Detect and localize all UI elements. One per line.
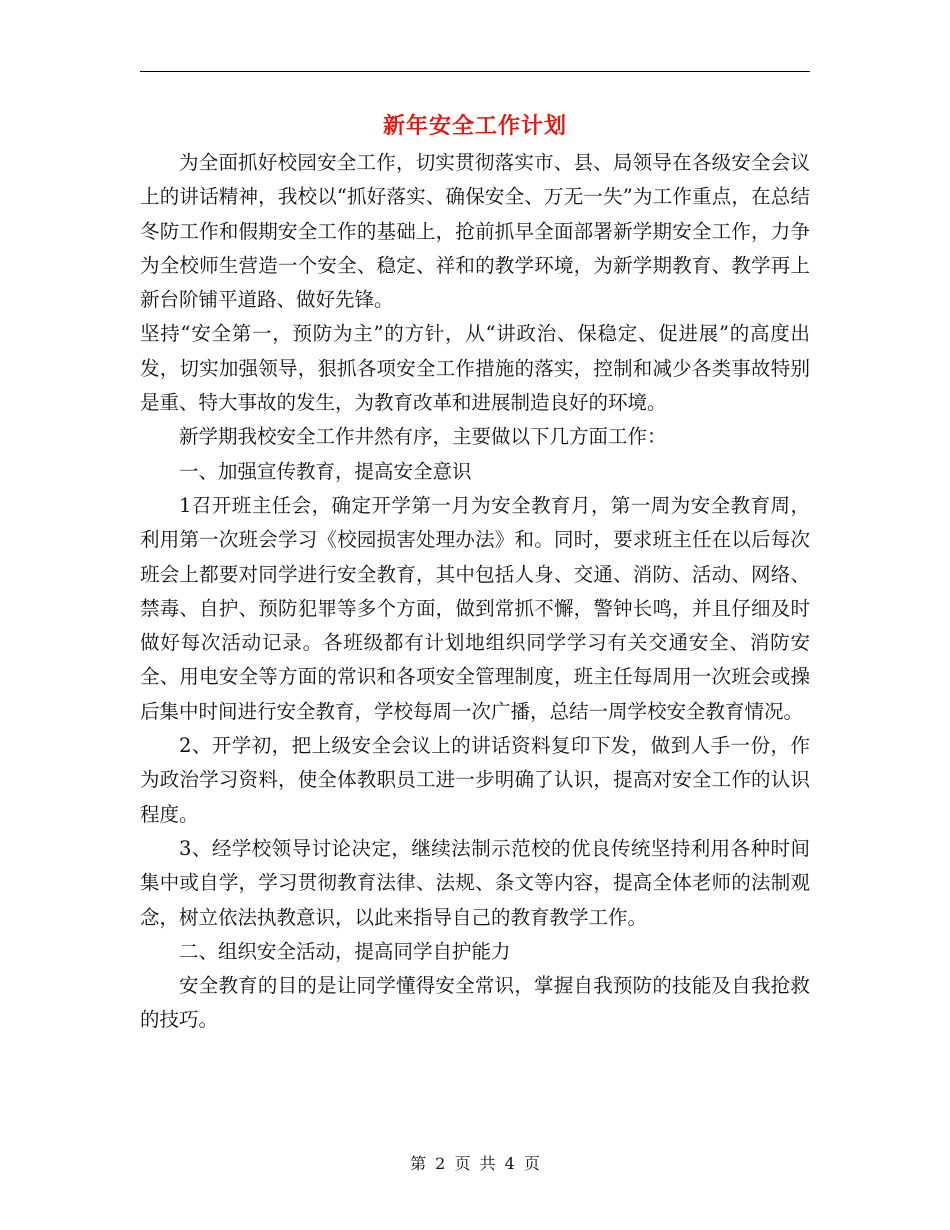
paragraph-item-1: 1召开班主任会，确定开学第一月为安全教育月，第一周为安全教育周，利用第一次班会学习《校园损害处理办法》和。同时，要求班主任在以后每次班会上都要对同学进行安全教育，其中包括人身、交通、消防、活动、网络、禁毒、自护、预防犯罪等多个方面，做到常抓不懈，警钟长鸣，并且仔细及时做好每次活动记录。各班级都有计划地组织同学学习有关交通安全、消防安全、用电安全等方面的常识和各项安全管理制度，班主任每周用一次班会或操后集中时间进行安全教育，学校每周一次广播，总结一周学校安全教育情况。 <box>140 493 810 723</box>
header-rule <box>140 71 810 72</box>
paragraph-safety-goal: 安全教育的目的是让同学懂得安全常识，掌握自我预防的技能及自我抢救的技巧。 <box>140 974 810 1032</box>
paragraph-item-2: 2、开学初，把上级安全会议上的讲话资料复印下发，做到人手一份，作为政治学习资料，使全体教职员工进一步明确了认识，提高对安全工作的认识程度。 <box>140 734 810 826</box>
section-heading-1: 一、加强宣传教育，提高安全意识 <box>179 459 472 483</box>
page-number: 第 2 页 共 4 页 <box>410 1154 540 1173</box>
document-body <box>140 146 810 1038</box>
paragraph-policy: 坚持“安全第一，预防为主”的方针，从“讲政治、保稳定、促进展”的高度出发，切实加强领导，狠抓各项安全工作措施的落实，控制和减少各类事故特别是重、特大事故的发生，为教育改革和进展制造良好的环境。 <box>140 322 810 415</box>
document-title: 新年安全工作计划 <box>382 113 567 139</box>
paragraph-item-3: 3、经学校领导讨论决定，继续法制示范校的优良传统坚持利用各种时间集中或自学，学习贯彻教育法律、法规、条文等内容，提高全体老师的法制观念，树立依法执教意识，以此来指导自己的教育教学工作。 <box>140 836 810 929</box>
paragraph-intro: 为全面抓好校园安全工作，切实贯彻落实市、县、局领导在各级安全会议上的讲话精神，我校以“抓好落实、确保安全、万无一失”为工作重点，在总结冬防工作和假期安全工作的基础上，抢前抓早全面部署新学期安全工作，力争为全校师生营造一个安全、稳定、祥和的教学环境，为新学期教育、教学再上新台阶铺平道路、做好先锋。 <box>140 151 810 312</box>
section-heading-2: 二、组织安全活动，提高同学自护能力 <box>179 939 511 963</box>
paragraph-overview: 新学期我校安全工作井然有序，主要做以下几方面工作： <box>179 425 667 449</box>
